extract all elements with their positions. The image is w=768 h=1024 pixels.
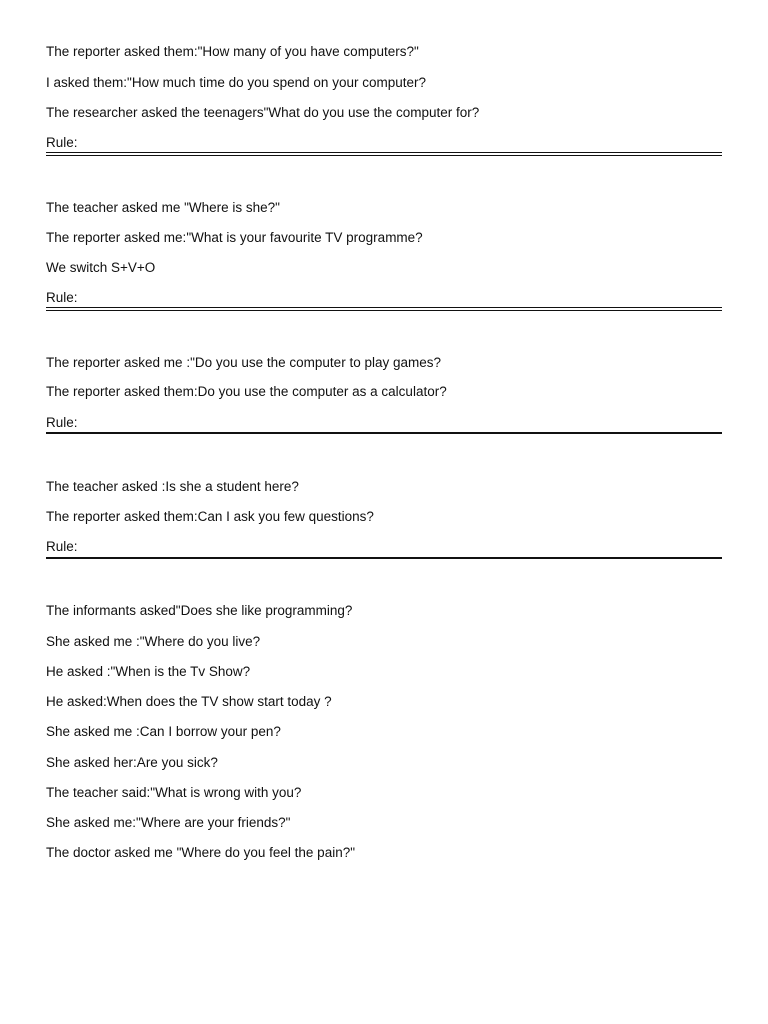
sentence-line: The doctor asked me "Where do you feel the pain?" bbox=[46, 845, 356, 860]
sentence-line: The reporter asked me :"Do you use the computer to play games? bbox=[46, 355, 441, 370]
rule-label: Rule: bbox=[46, 539, 78, 554]
sentence-line: The teacher said:"What is wrong with you? bbox=[46, 785, 302, 800]
rule-label: Rule: bbox=[46, 135, 78, 150]
sentence-line: He asked :"When is the Tv Show? bbox=[46, 664, 251, 679]
sentence-line: The reporter asked me:"What is your favourite TV programme? bbox=[46, 230, 423, 245]
rule-underline bbox=[46, 557, 722, 559]
sentence-line: The reporter asked them:"How many of you have computers?" bbox=[46, 44, 419, 59]
sentence-line: She asked me :Can I borrow your pen? bbox=[46, 724, 281, 739]
sentence-line: The reporter asked them:Can I ask you few questions? bbox=[46, 509, 374, 524]
rule-underline bbox=[46, 307, 722, 311]
sentence-line: She asked me:"Where are your friends?" bbox=[46, 815, 291, 830]
sentence-line: He asked:When does the TV show start today ? bbox=[46, 694, 332, 709]
sentence-line: The teacher asked me "Where is she?" bbox=[46, 200, 280, 215]
rule-label: Rule: bbox=[46, 415, 78, 430]
sentence-line: She asked me :"Where do you live? bbox=[46, 634, 261, 649]
sentence-line: She asked her:Are you sick? bbox=[46, 755, 218, 770]
rule-underline bbox=[46, 152, 722, 156]
rule-label: Rule: bbox=[46, 290, 78, 305]
sentence-line: I asked them:"How much time do you spend on your computer? bbox=[46, 75, 426, 90]
sentence-line: The researcher asked the teenagers"What do you use the computer for? bbox=[46, 105, 480, 120]
sentence-line: We switch S+V+O bbox=[46, 260, 156, 275]
sentence-line: The reporter asked them:Do you use the computer as a calculator? bbox=[46, 384, 447, 399]
sentence-line: The informants asked"Does she like programming? bbox=[46, 603, 353, 618]
rule-underline bbox=[46, 432, 722, 434]
sentence-line: The teacher asked :Is she a student here? bbox=[46, 479, 299, 494]
